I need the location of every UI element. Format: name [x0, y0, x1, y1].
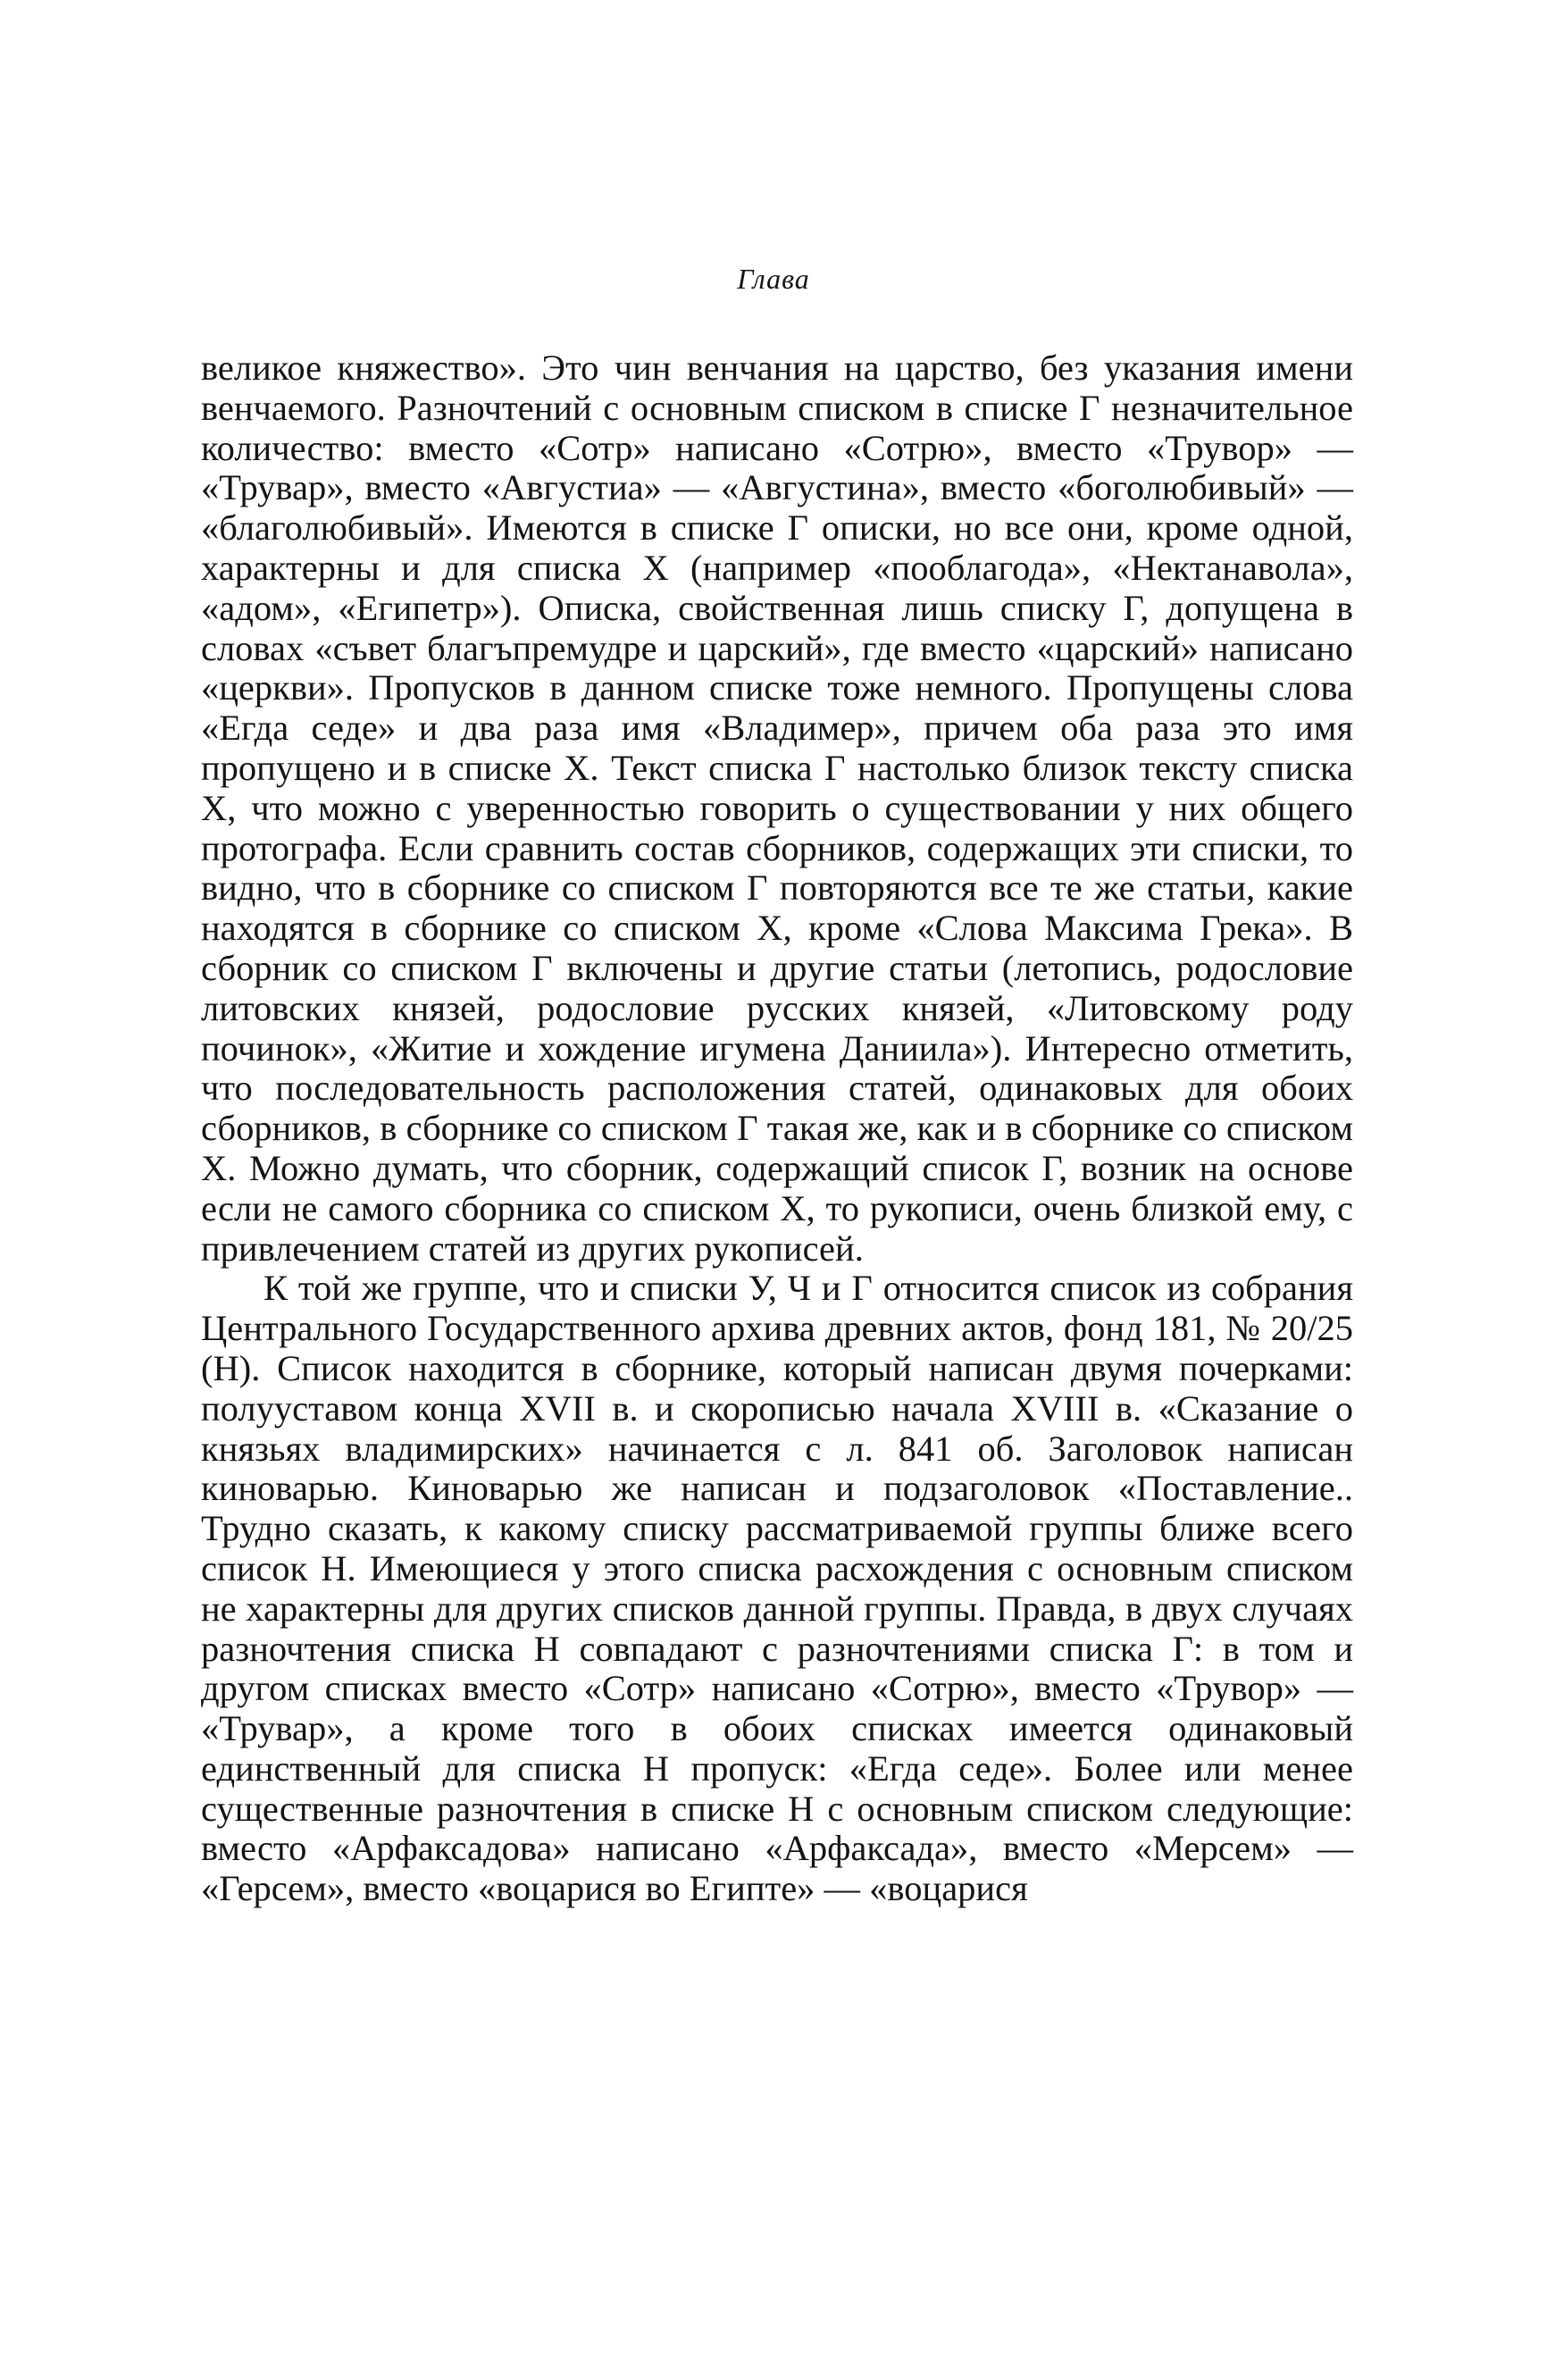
body-text [201, 348, 1353, 1909]
paragraph: К той же группе, что и списки У, Ч и Г относится список из собрания Центрального Государственного архива древних актов, фонд 181, № 20/25 (Н). Список находится в сборнике, который написан двумя почерками: полууставом конца XVII в. и скорописью начала XVIII в. «Сказание о князьях владимирских» начинается с л. 841 об. Заголовок написан киноварью. Киноварью же написан и подзаголовок «Поставление.. Трудно сказать, к какому списку рассматриваемой группы ближе всего список Н. Имеющиеся у этого списка расхождения с основным списком не характерны для других списков данной группы. Правда, в двух случаях разночтения списка Н совпадают с разночтениями списка Г: в том и другом списках вместо «Сотр» написано «Сотрю», вместо «Трувор» — «Трувар», а кроме того в обоих списках имеется одинаковый единственный для списка Н пропуск: «Егда седе». Более или менее существенные разночтения в списке Н с основным списком следующие: вместо «Арфаксадова» написано «Арфаксада», вместо «Мерсем» — «Герсем», вместо «воцарися во Египте» — «воцарися [201, 1268, 1353, 1909]
running-head: Глава [737, 263, 810, 295]
paragraph: великое княжество». Это чин венчания на царство, без указания имени венчаемого. Разночтений с основным списком в списке Г незначительное количество: вместо «Сотр» написано «Сотрю», вместо «Трувор» — «Трувар», вместо «Августиа» — «Августина», вместо «боголюбивый» — «благолюбивый». Имеются в списке Г описки, но все они, кроме одной, характерны и для списка X (например «пооблагода», «Нектанавола», «адом», «Египетр»). Описка, свойственная лишь списку Г, допущена в словах «съвет благъпремудре и царский», где вместо «царский» написано «церкви». Пропусков в данном списке тоже немного. Пропущены слова «Егда седе» и два раза имя «Владимер», причем оба раза это имя пропущено и в списке X. Текст списка Г настолько близок тексту списка X, что можно с уверенностью говорить о существовании у них общего протографа. Если сравнить состав сборников, содержащих эти списки, то видно, что в сборнике со списком Г повторяются все те же статьи, какие находятся в сборнике со списком X, кроме «Слова Максима Грека». В сборник со списком Г включены и другие статьи (летопись, родословие литовских князей, родословие русских князей, «Литовскому роду починок», «Житие и хождение игумена Даниила»). Интересно отметить, что последовательность расположения статей, одинаковых для обоих сборников, в сборнике со списком Г такая же, как и в сборнике со списком X. Можно думать, что сборник, содержащий список Г, возник на основе если не самого сборника со списком X, то рукописи, очень близкой ему, с привлечением статей из других рукописей. [201, 348, 1353, 1269]
